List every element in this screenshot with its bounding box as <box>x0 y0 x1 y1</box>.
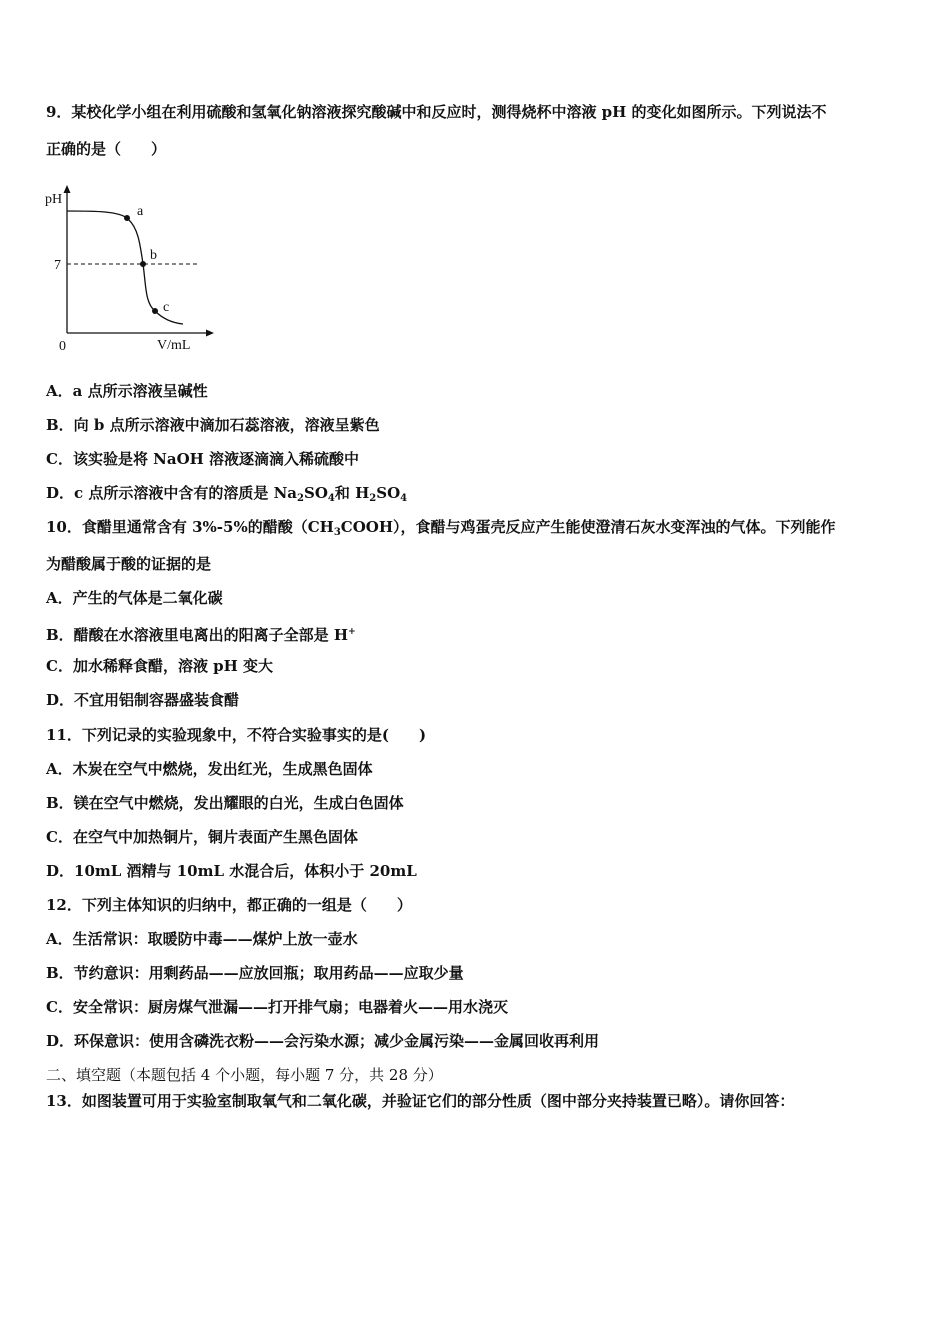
ph-titration-graph <box>40 183 230 358</box>
q10-stem-line2: 为醋酸属于酸的证据的是 <box>46 555 212 573</box>
q10-option-d: D．不宜用铝制容器盛装食醋 <box>46 691 240 709</box>
x-axis-arrow <box>206 330 214 337</box>
q12-option-c: C．安全常识：厨房煤气泄漏——打开排气扇；电器着火——用水浇灭 <box>46 998 508 1016</box>
q12-option-b: B．节约意识：用剩药品——应放回瓶；取用药品——应取少量 <box>46 964 464 982</box>
x-axis-label: V/mL <box>157 338 191 353</box>
y-axis-arrow <box>64 185 71 193</box>
q11-option-d: D．10mL 酒精与 10mL 水混合后，体积小于 20mL <box>46 862 417 880</box>
q12-option-d: D．环保意识：使用含磷洗衣粉——会污染水源；减少金属污染——金属回收再利用 <box>46 1032 600 1050</box>
q9-option-c: C．该实验是将 NaOH 溶液逐滴滴入稀硫酸中 <box>46 450 360 468</box>
q12-stem: 12．下列主体知识的归纳中，都正确的一组是（ ） <box>46 896 412 914</box>
q10-option-c: C．加水稀释食醋，溶液 pH 变大 <box>46 657 274 675</box>
q9-option-d: D．c 点所示溶液中含有的溶质是 $Na_2SO_4$和 $H_2SO_4$ <box>46 484 408 504</box>
point-a-label: a <box>137 204 144 219</box>
q11-option-b: B．镁在空气中燃烧，发出耀眼的白光，生成白色固体 <box>46 794 404 812</box>
section2-heading: 二、填空题（本题包括 4 个小题，每小题 7 分，共 28 分） <box>46 1066 443 1084</box>
q13-stem: 13．如图装置可用于实验室制取氧气和二氧化碳，并验证它们的部分性质（图中部分夹持装置已略）。请你回答： <box>46 1092 795 1110</box>
q10-stem-line1: 10．食醋里通常含有 3%-5%的醋酸$(CH_3COOH)$，食醋与鸡蛋壳反应产生能使澄清石灰水变浑浊的气体。下列能作 <box>46 518 836 538</box>
point-b-label: b <box>150 248 157 263</box>
q9-option-b: B．向 b 点所示溶液中滴加石蕊溶液，溶液呈紫色 <box>46 416 380 434</box>
point-c <box>152 308 158 314</box>
ref-tick-label: 7 <box>54 258 61 273</box>
point-b <box>140 261 146 267</box>
point-c-label: c <box>163 300 170 315</box>
q9-stem-line2: 正确的是（ ） <box>46 140 167 158</box>
q10-option-b: B．醋酸在水溶液里电离出的阳离子全部是 H+ <box>46 626 356 644</box>
q11-stem: 11．下列记录的实验现象中，不符合实验事实的是( ) <box>46 726 427 744</box>
y-axis-label: pH <box>45 192 63 207</box>
q10-option-a: A．产生的气体是二氧化碳 <box>46 589 223 607</box>
q9-option-a: A．a 点所示溶液呈碱性 <box>46 382 208 400</box>
origin-label: 0 <box>59 339 66 354</box>
q12-option-a: A．生活常识：取暖防中毒——煤炉上放一壶水 <box>46 930 358 948</box>
q9-stem-line1: 9．某校化学小组在利用硫酸和氢氧化钠溶液探究酸碱中和反应时，测得烧杯中溶液 pH 的变化如图所示。下列说法不 <box>46 103 827 121</box>
q11-option-a: A．木炭在空气中燃烧，发出红光，生成黑色固体 <box>46 760 373 778</box>
point-a <box>124 215 130 221</box>
q11-option-c: C．在空气中加热铜片，铜片表面产生黑色固体 <box>46 828 358 846</box>
